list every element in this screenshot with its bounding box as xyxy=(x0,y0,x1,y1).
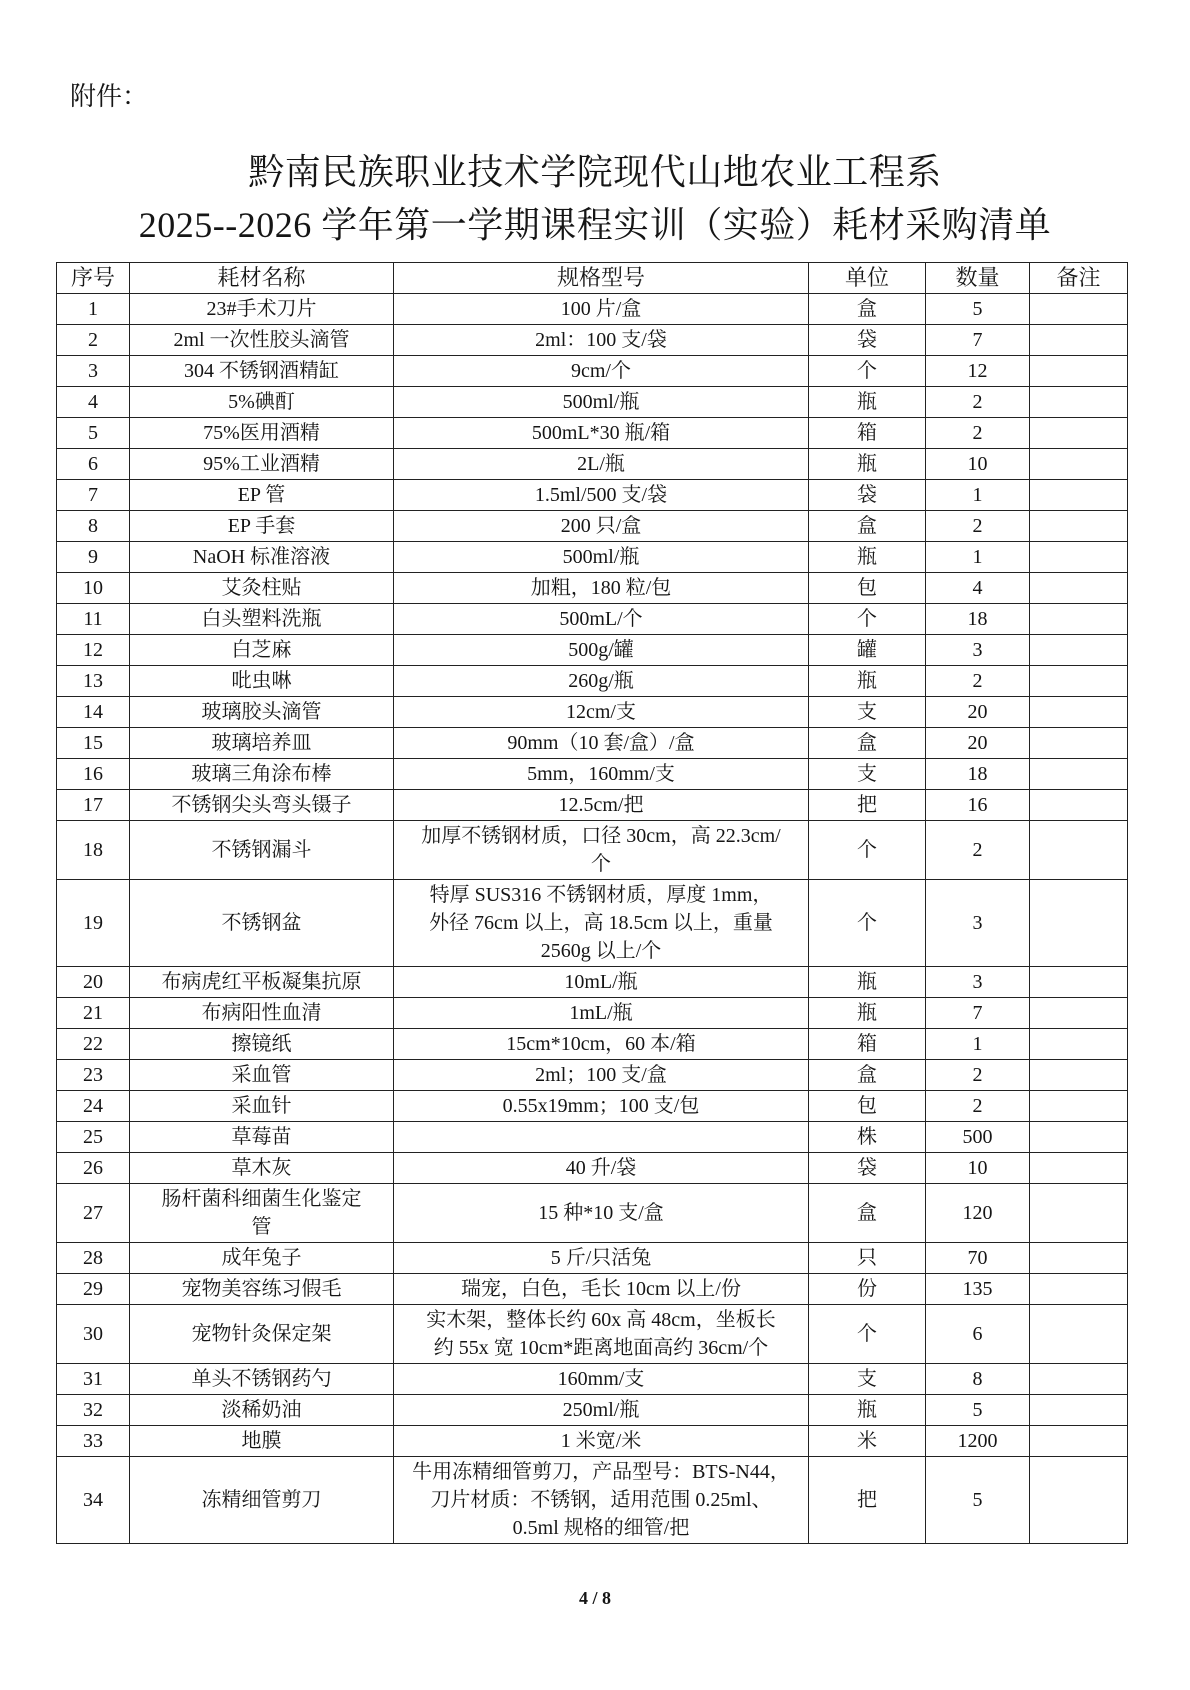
cell-quantity: 1 xyxy=(926,1029,1030,1060)
cell-item-name: 白头塑料洗瓶 xyxy=(130,604,394,635)
cell-quantity: 70 xyxy=(926,1243,1030,1274)
cell-item-name: 23#手术刀片 xyxy=(130,294,394,325)
table-row xyxy=(57,1426,1128,1457)
cell-index: 20 xyxy=(57,967,130,998)
cell-quantity: 120 xyxy=(926,1184,1030,1243)
cell-remark xyxy=(1030,967,1128,998)
cell-item-name: 草木灰 xyxy=(130,1153,394,1184)
cell-unit: 瓶 xyxy=(809,542,926,573)
cell-spec: 2L/瓶 xyxy=(394,449,809,480)
cell-index: 12 xyxy=(57,635,130,666)
cell-quantity: 2 xyxy=(926,666,1030,697)
cell-item-name: 吡虫啉 xyxy=(130,666,394,697)
cell-remark xyxy=(1030,356,1128,387)
cell-spec: 200 只/盒 xyxy=(394,511,809,542)
cell-index: 5 xyxy=(57,418,130,449)
cell-item-name: 单头不锈钢药勺 xyxy=(130,1364,394,1395)
cell-item-name: 75%医用酒精 xyxy=(130,418,394,449)
cell-spec: 40 升/袋 xyxy=(394,1153,809,1184)
cell-quantity: 5 xyxy=(926,1395,1030,1426)
cell-spec: 10mL/瓶 xyxy=(394,967,809,998)
cell-unit: 包 xyxy=(809,1091,926,1122)
cell-remark xyxy=(1030,449,1128,480)
cell-remark xyxy=(1030,1364,1128,1395)
cell-spec: 5 斤/只活兔 xyxy=(394,1243,809,1274)
cell-index: 27 xyxy=(57,1184,130,1243)
cell-unit: 盒 xyxy=(809,1060,926,1091)
cell-remark xyxy=(1030,1122,1128,1153)
cell-spec: 9cm/个 xyxy=(394,356,809,387)
cell-spec: 特厚 SUS316 不锈钢材质，厚度 1mm， 外径 76cm 以上，高 18.5cm 以上，重量 2560g 以上/个 xyxy=(394,880,809,967)
cell-item-name: 艾灸柱贴 xyxy=(130,573,394,604)
header-item-name: 耗材名称 xyxy=(130,263,394,294)
cell-index: 19 xyxy=(57,880,130,967)
cell-item-name: 304 不锈钢酒精缸 xyxy=(130,356,394,387)
cell-item-name: 不锈钢漏斗 xyxy=(130,821,394,880)
cell-remark xyxy=(1030,635,1128,666)
cell-item-name: 不锈钢盆 xyxy=(130,880,394,967)
cell-spec: 500mL/个 xyxy=(394,604,809,635)
document-title-line-2: 2025--2026 学年第一学期课程实训（实验）耗材采购清单 xyxy=(138,205,1052,245)
cell-index: 26 xyxy=(57,1153,130,1184)
procurement-table xyxy=(56,262,1128,1544)
cell-unit: 袋 xyxy=(809,1153,926,1184)
header-quantity: 数量 xyxy=(926,263,1030,294)
cell-item-name: NaOH 标准溶液 xyxy=(130,542,394,573)
cell-quantity: 3 xyxy=(926,635,1030,666)
cell-remark xyxy=(1030,325,1128,356)
table-row xyxy=(57,325,1128,356)
cell-index: 13 xyxy=(57,666,130,697)
cell-item-name: 2ml 一次性胶头滴管 xyxy=(130,325,394,356)
table-row xyxy=(57,1060,1128,1091)
cell-index: 24 xyxy=(57,1091,130,1122)
table-row xyxy=(57,880,1128,967)
cell-index: 28 xyxy=(57,1243,130,1274)
cell-unit: 个 xyxy=(809,604,926,635)
cell-index: 32 xyxy=(57,1395,130,1426)
table-row xyxy=(57,294,1128,325)
cell-remark xyxy=(1030,1274,1128,1305)
table-row xyxy=(57,1305,1128,1364)
cell-item-name: 玻璃胶头滴管 xyxy=(130,697,394,728)
table-row xyxy=(57,1243,1128,1274)
cell-index: 3 xyxy=(57,356,130,387)
cell-remark xyxy=(1030,604,1128,635)
cell-quantity: 7 xyxy=(926,998,1030,1029)
cell-item-name: 成年兔子 xyxy=(130,1243,394,1274)
cell-quantity: 2 xyxy=(926,1091,1030,1122)
cell-unit: 盒 xyxy=(809,1184,926,1243)
table-row xyxy=(57,418,1128,449)
cell-unit: 包 xyxy=(809,573,926,604)
table-row xyxy=(57,697,1128,728)
cell-item-name: 白芝麻 xyxy=(130,635,394,666)
cell-index: 4 xyxy=(57,387,130,418)
cell-remark xyxy=(1030,728,1128,759)
cell-remark xyxy=(1030,1395,1128,1426)
cell-unit: 支 xyxy=(809,1364,926,1395)
cell-unit: 株 xyxy=(809,1122,926,1153)
cell-unit: 把 xyxy=(809,790,926,821)
cell-quantity: 10 xyxy=(926,449,1030,480)
table-row xyxy=(57,1457,1128,1544)
cell-spec: 260g/瓶 xyxy=(394,666,809,697)
cell-unit: 盒 xyxy=(809,511,926,542)
table-row xyxy=(57,573,1128,604)
cell-remark xyxy=(1030,294,1128,325)
cell-quantity: 5 xyxy=(926,1457,1030,1544)
cell-spec: 实木架，整体长约 60x 高 48cm，坐板长 约 55x 宽 10cm*距离地面高约 36cm/个 xyxy=(394,1305,809,1364)
cell-unit: 个 xyxy=(809,880,926,967)
table-row xyxy=(57,635,1128,666)
cell-unit: 只 xyxy=(809,1243,926,1274)
cell-item-name: 不锈钢尖头弯头镊子 xyxy=(130,790,394,821)
table-row xyxy=(57,480,1128,511)
cell-item-name: 布病虎红平板凝集抗原 xyxy=(130,967,394,998)
table-row xyxy=(57,728,1128,759)
cell-spec: 15 种*10 支/盒 xyxy=(394,1184,809,1243)
cell-unit: 个 xyxy=(809,821,926,880)
cell-spec: 1.5ml/500 支/袋 xyxy=(394,480,809,511)
cell-spec: 2ml：100 支/袋 xyxy=(394,325,809,356)
cell-spec: 1mL/瓶 xyxy=(394,998,809,1029)
table-row xyxy=(57,356,1128,387)
cell-spec xyxy=(394,1122,809,1153)
cell-remark xyxy=(1030,998,1128,1029)
cell-item-name: 宠物美容练习假毛 xyxy=(130,1274,394,1305)
cell-remark xyxy=(1030,511,1128,542)
cell-spec: 12.5cm/把 xyxy=(394,790,809,821)
cell-remark xyxy=(1030,1184,1128,1243)
cell-spec: 250ml/瓶 xyxy=(394,1395,809,1426)
cell-remark xyxy=(1030,480,1128,511)
cell-spec: 加粗，180 粒/包 xyxy=(394,573,809,604)
cell-index: 16 xyxy=(57,759,130,790)
cell-remark xyxy=(1030,542,1128,573)
cell-unit: 个 xyxy=(809,1305,926,1364)
table-row xyxy=(57,967,1128,998)
cell-item-name: 采血管 xyxy=(130,1060,394,1091)
cell-item-name: 肠杆菌科细菌生化鉴定 管 xyxy=(130,1184,394,1243)
cell-quantity: 2 xyxy=(926,511,1030,542)
cell-index: 10 xyxy=(57,573,130,604)
cell-unit: 瓶 xyxy=(809,998,926,1029)
cell-quantity: 1 xyxy=(926,542,1030,573)
table-row xyxy=(57,604,1128,635)
cell-quantity: 4 xyxy=(926,573,1030,604)
cell-unit: 盒 xyxy=(809,294,926,325)
cell-index: 11 xyxy=(57,604,130,635)
table-row xyxy=(57,511,1128,542)
cell-remark xyxy=(1030,666,1128,697)
cell-unit: 袋 xyxy=(809,480,926,511)
cell-remark xyxy=(1030,759,1128,790)
cell-unit: 袋 xyxy=(809,325,926,356)
cell-unit: 瓶 xyxy=(809,449,926,480)
cell-unit: 支 xyxy=(809,697,926,728)
cell-index: 9 xyxy=(57,542,130,573)
cell-quantity: 135 xyxy=(926,1274,1030,1305)
cell-remark xyxy=(1030,418,1128,449)
cell-remark xyxy=(1030,1060,1128,1091)
cell-quantity: 500 xyxy=(926,1122,1030,1153)
cell-index: 2 xyxy=(57,325,130,356)
table-row xyxy=(57,1091,1128,1122)
cell-quantity: 3 xyxy=(926,880,1030,967)
cell-remark xyxy=(1030,1426,1128,1457)
cell-unit: 罐 xyxy=(809,635,926,666)
cell-quantity: 18 xyxy=(926,604,1030,635)
cell-remark xyxy=(1030,880,1128,967)
cell-unit: 把 xyxy=(809,1457,926,1544)
table-body xyxy=(57,294,1128,1544)
table-row xyxy=(57,1184,1128,1243)
cell-index: 8 xyxy=(57,511,130,542)
cell-quantity: 2 xyxy=(926,387,1030,418)
cell-unit: 份 xyxy=(809,1274,926,1305)
cell-unit: 瓶 xyxy=(809,967,926,998)
table-row xyxy=(57,666,1128,697)
cell-quantity: 1 xyxy=(926,480,1030,511)
cell-remark xyxy=(1030,1091,1128,1122)
table-row xyxy=(57,1122,1128,1153)
cell-quantity: 20 xyxy=(926,728,1030,759)
cell-index: 23 xyxy=(57,1060,130,1091)
cell-item-name: 玻璃三角涂布棒 xyxy=(130,759,394,790)
cell-spec: 牛用冻精细管剪刀，产品型号：BTS-N44， 刀片材质：不锈钢，适用范围 0.25ml、 0.5ml 规格的细管/把 xyxy=(394,1457,809,1544)
cell-item-name: 采血针 xyxy=(130,1091,394,1122)
cell-spec: 500mL*30 瓶/箱 xyxy=(394,418,809,449)
cell-remark xyxy=(1030,697,1128,728)
cell-index: 22 xyxy=(57,1029,130,1060)
cell-remark xyxy=(1030,1305,1128,1364)
cell-quantity: 2 xyxy=(926,821,1030,880)
cell-spec: 1 米宽/米 xyxy=(394,1426,809,1457)
cell-unit: 瓶 xyxy=(809,387,926,418)
cell-remark xyxy=(1030,821,1128,880)
cell-unit: 瓶 xyxy=(809,666,926,697)
cell-spec: 0.55x19mm；100 支/包 xyxy=(394,1091,809,1122)
cell-quantity: 2 xyxy=(926,418,1030,449)
cell-index: 7 xyxy=(57,480,130,511)
cell-item-name: 草莓苗 xyxy=(130,1122,394,1153)
cell-item-name: 95%工业酒精 xyxy=(130,449,394,480)
cell-item-name: 玻璃培养皿 xyxy=(130,728,394,759)
cell-unit: 支 xyxy=(809,759,926,790)
cell-quantity: 5 xyxy=(926,294,1030,325)
cell-spec: 100 片/盒 xyxy=(394,294,809,325)
header-spec: 规格型号 xyxy=(394,263,809,294)
table-row xyxy=(57,1029,1128,1060)
cell-spec: 500ml/瓶 xyxy=(394,542,809,573)
cell-spec: 12cm/支 xyxy=(394,697,809,728)
table-row xyxy=(57,1364,1128,1395)
cell-remark xyxy=(1030,1029,1128,1060)
cell-item-name: 布病阳性血清 xyxy=(130,998,394,1029)
table-row xyxy=(57,387,1128,418)
cell-index: 33 xyxy=(57,1426,130,1457)
table-row xyxy=(57,1153,1128,1184)
cell-remark xyxy=(1030,1153,1128,1184)
cell-remark xyxy=(1030,573,1128,604)
table-row xyxy=(57,1274,1128,1305)
cell-quantity: 3 xyxy=(926,967,1030,998)
table-row xyxy=(57,821,1128,880)
header-remark: 备注 xyxy=(1030,263,1128,294)
cell-item-name: 宠物针灸保定架 xyxy=(130,1305,394,1364)
cell-quantity: 10 xyxy=(926,1153,1030,1184)
document-title-line-1: 黔南民族职业技术学院现代山地农业工程系 xyxy=(248,152,942,192)
cell-item-name: 地膜 xyxy=(130,1426,394,1457)
cell-unit: 盒 xyxy=(809,728,926,759)
cell-spec: 加厚不锈钢材质，口径 30cm，高 22.3cm/ 个 xyxy=(394,821,809,880)
cell-remark xyxy=(1030,387,1128,418)
cell-quantity: 7 xyxy=(926,325,1030,356)
cell-remark xyxy=(1030,1457,1128,1544)
cell-index: 18 xyxy=(57,821,130,880)
cell-item-name: 冻精细管剪刀 xyxy=(130,1457,394,1544)
cell-quantity: 1200 xyxy=(926,1426,1030,1457)
cell-quantity: 16 xyxy=(926,790,1030,821)
header-index: 序号 xyxy=(57,263,130,294)
cell-item-name: 淡稀奶油 xyxy=(130,1395,394,1426)
cell-spec: 160mm/支 xyxy=(394,1364,809,1395)
cell-unit: 箱 xyxy=(809,1029,926,1060)
attachment-label: 附件： xyxy=(70,82,149,111)
cell-unit: 个 xyxy=(809,356,926,387)
cell-spec: 90mm（10 套/盒）/盒 xyxy=(394,728,809,759)
cell-spec: 5mm，160mm/支 xyxy=(394,759,809,790)
header-unit: 单位 xyxy=(809,263,926,294)
cell-index: 25 xyxy=(57,1122,130,1153)
cell-index: 30 xyxy=(57,1305,130,1364)
cell-item-name: EP 管 xyxy=(130,480,394,511)
table-row xyxy=(57,790,1128,821)
table-row xyxy=(57,759,1128,790)
cell-quantity: 12 xyxy=(926,356,1030,387)
table-row xyxy=(57,998,1128,1029)
table-header-row xyxy=(57,263,1128,294)
cell-quantity: 20 xyxy=(926,697,1030,728)
cell-index: 34 xyxy=(57,1457,130,1544)
cell-quantity: 18 xyxy=(926,759,1030,790)
cell-index: 1 xyxy=(57,294,130,325)
table-row xyxy=(57,449,1128,480)
cell-index: 21 xyxy=(57,998,130,1029)
cell-index: 31 xyxy=(57,1364,130,1395)
cell-unit: 米 xyxy=(809,1426,926,1457)
cell-item-name: 擦镜纸 xyxy=(130,1029,394,1060)
cell-quantity: 2 xyxy=(926,1060,1030,1091)
cell-index: 15 xyxy=(57,728,130,759)
cell-unit: 箱 xyxy=(809,418,926,449)
cell-index: 6 xyxy=(57,449,130,480)
cell-spec: 2ml；100 支/盒 xyxy=(394,1060,809,1091)
cell-index: 17 xyxy=(57,790,130,821)
cell-item-name: 5%碘酊 xyxy=(130,387,394,418)
cell-spec: 瑞宠，白色，毛长 10cm 以上/份 xyxy=(394,1274,809,1305)
cell-remark xyxy=(1030,790,1128,821)
cell-quantity: 6 xyxy=(926,1305,1030,1364)
cell-spec: 500ml/瓶 xyxy=(394,387,809,418)
cell-remark xyxy=(1030,1243,1128,1274)
cell-spec: 500g/罐 xyxy=(394,635,809,666)
table-row xyxy=(57,1395,1128,1426)
cell-unit: 瓶 xyxy=(809,1395,926,1426)
cell-quantity: 8 xyxy=(926,1364,1030,1395)
cell-item-name: EP 手套 xyxy=(130,511,394,542)
cell-index: 14 xyxy=(57,697,130,728)
cell-index: 29 xyxy=(57,1274,130,1305)
table-row xyxy=(57,542,1128,573)
cell-spec: 15cm*10cm，60 本/箱 xyxy=(394,1029,809,1060)
page-number: 4 / 8 xyxy=(578,1588,611,1608)
